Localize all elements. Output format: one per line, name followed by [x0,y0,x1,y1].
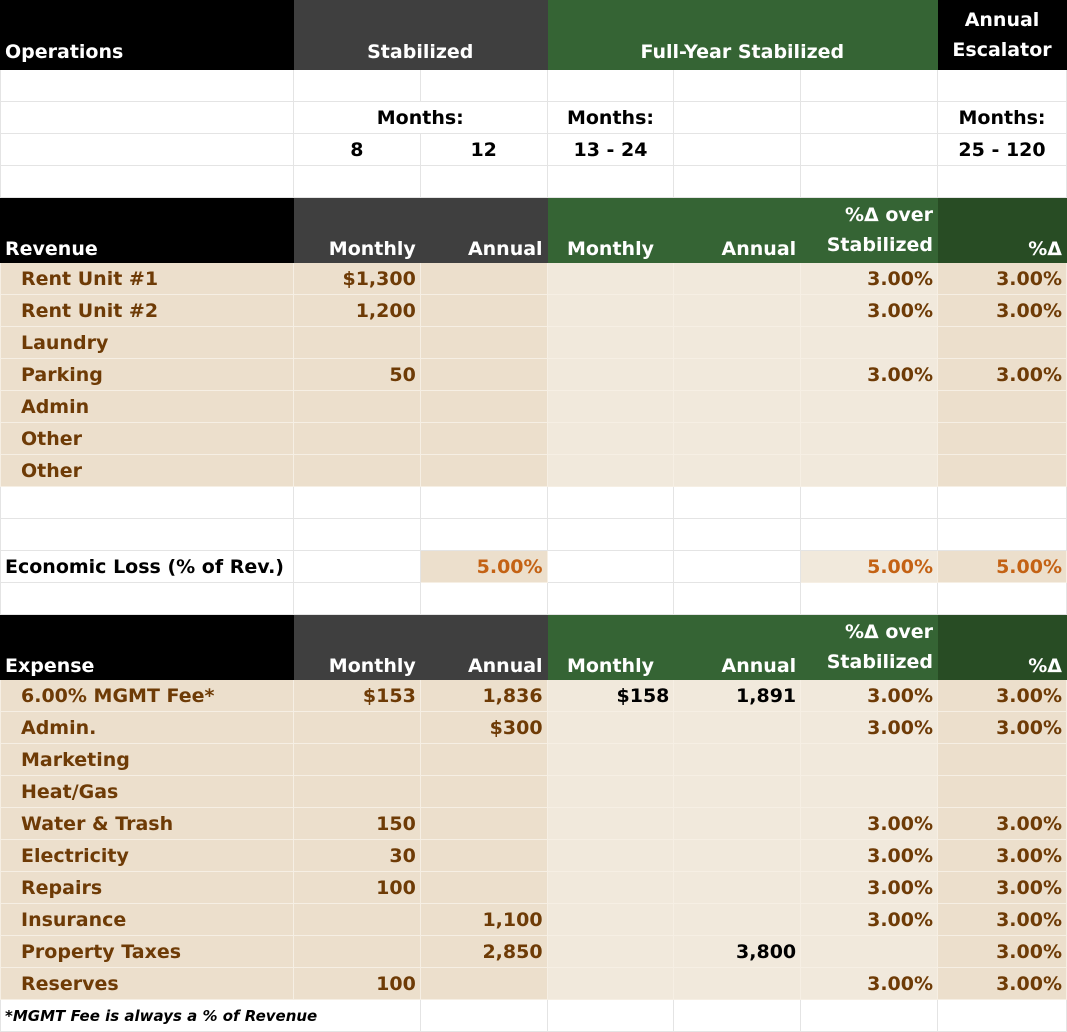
expense-stab-annual-cell[interactable]: $300 [420,712,547,744]
stabilized-month-start[interactable]: 8 [293,134,420,166]
revenue-stab-annual-cell[interactable] [420,295,547,327]
revenue-header-row [1,198,1067,263]
blank-row [1,487,1067,519]
revenue-stab-monthly-cell[interactable] [293,423,420,455]
revenue-row-label[interactable]: Admin [1,391,294,423]
expense-pct-cell[interactable]: 3.00% [938,840,1067,872]
expense-stab-monthly-cell[interactable] [293,744,420,776]
expense-row [1,968,1067,1000]
expense-row [1,744,1067,776]
revenue-fy-annual-cell[interactable] [674,263,801,295]
expense-pct-over-cell[interactable] [801,776,938,808]
revenue-pct-cell[interactable]: 3.00% [938,359,1067,391]
revenue-pct-over-cell[interactable] [801,455,938,487]
annual-escalator-header[interactable] [938,1,1067,70]
expense-row-label[interactable]: Electricity [1,840,294,872]
expense-pct-cell[interactable]: 3.00% [938,872,1067,904]
expense-stab-annual-cell[interactable] [420,776,547,808]
expense-fy-annual-cell[interactable]: 1,891 [674,680,801,712]
expense-fy-annual-header[interactable]: Annual [674,615,801,680]
revenue-pct-over-header[interactable] [801,198,938,263]
revenue-pct-over-cell[interactable] [801,423,938,455]
expense-pct-cell[interactable]: 3.00% [938,808,1067,840]
expense-row [1,712,1067,744]
stabilized-months-label[interactable]: Months: [293,102,547,134]
pct-over-line2: Stabilized [826,234,934,256]
revenue-row-label[interactable]: Other [1,423,294,455]
economic-loss-pct-over[interactable]: 5.00% [801,551,938,583]
revenue-stab-monthly-cell[interactable]: 1,200 [293,295,420,327]
expense-stab-annual-cell[interactable]: 2,850 [420,936,547,968]
expense-stab-monthly-cell[interactable] [293,936,420,968]
economic-loss-label[interactable]: Economic Loss (% of Rev.) [1,551,294,583]
blank-row [1,519,1067,551]
expense-fy-monthly-cell[interactable] [547,840,674,872]
expense-fy-annual-cell[interactable] [674,808,801,840]
revenue-pct-header[interactable]: %Δ [938,198,1067,263]
expense-stab-annual-cell[interactable] [420,744,547,776]
expense-stab-monthly-cell[interactable]: 30 [293,840,420,872]
revenue-stab-annual-cell[interactable] [420,423,547,455]
full-year-month-range[interactable]: 13 - 24 [547,134,674,166]
expense-stab-monthly-cell[interactable] [293,776,420,808]
pct-over-line1: %Δ over [844,204,934,226]
expense-pct-over-cell[interactable]: 3.00% [801,808,938,840]
expense-pct-cell[interactable] [938,744,1067,776]
revenue-stab-monthly-cell[interactable]: $1,300 [293,263,420,295]
expense-pct-over-cell[interactable] [801,936,938,968]
expense-row [1,936,1067,968]
revenue-fy-monthly-cell[interactable] [547,295,674,327]
revenue-fy-monthly-cell[interactable] [547,327,674,359]
revenue-fy-annual-cell[interactable] [674,295,801,327]
pct-over-line1: %Δ over [844,621,934,643]
revenue-row [1,359,1067,391]
expense-row-label[interactable]: Property Taxes [1,936,294,968]
stabilized-month-end[interactable]: 12 [420,134,547,166]
expense-fy-monthly-cell[interactable] [547,744,674,776]
revenue-row [1,327,1067,359]
expense-fy-monthly-cell[interactable] [547,776,674,808]
months-value-row [1,134,1067,166]
expense-pct-cell[interactable]: 3.00% [938,968,1067,1000]
blank-row [1,583,1067,615]
expense-row-label[interactable]: Reserves [1,968,294,1000]
expense-stab-monthly-cell[interactable]: 100 [293,872,420,904]
revenue-row [1,295,1067,327]
revenue-fy-annual-cell[interactable] [674,423,801,455]
expense-stab-monthly-cell[interactable] [293,904,420,936]
expense-pct-over-cell[interactable]: 3.00% [801,840,938,872]
expense-stab-monthly-header[interactable]: Monthly [293,615,420,680]
expense-pct-over-cell[interactable]: 3.00% [801,968,938,1000]
revenue-fy-annual-header[interactable]: Annual [674,198,801,263]
expense-row [1,904,1067,936]
expense-row [1,840,1067,872]
revenue-pct-cell[interactable] [938,455,1067,487]
stabilized-header[interactable]: Stabilized [293,1,547,70]
revenue-row-label[interactable]: Parking [1,359,294,391]
operations-title[interactable]: Operations [1,1,294,70]
expense-row-label[interactable]: Water & Trash [1,808,294,840]
revenue-pct-over-cell[interactable]: 3.00% [801,359,938,391]
expense-stab-annual-header[interactable]: Annual [420,615,547,680]
revenue-stab-annual-cell[interactable] [420,263,547,295]
expense-fy-monthly-cell[interactable] [547,968,674,1000]
revenue-stab-annual-cell[interactable] [420,391,547,423]
revenue-pct-cell[interactable] [938,327,1067,359]
revenue-stab-monthly-cell[interactable] [293,455,420,487]
revenue-pct-over-cell[interactable]: 3.00% [801,295,938,327]
expense-fy-monthly-cell[interactable] [547,936,674,968]
full-year-months-label[interactable]: Months: [547,102,674,134]
operations-header-row [1,1,1067,70]
expense-pct-over-cell[interactable]: 3.00% [801,872,938,904]
expense-stab-annual-cell[interactable] [420,968,547,1000]
revenue-row-label[interactable]: Rent Unit #2 [1,295,294,327]
expense-fy-annual-cell[interactable]: 3,800 [674,936,801,968]
revenue-pct-cell[interactable]: 3.00% [938,263,1067,295]
expense-row-label[interactable]: Heat/Gas [1,776,294,808]
revenue-fy-monthly-cell[interactable] [547,359,674,391]
expense-row-label[interactable]: Repairs [1,872,294,904]
expense-row-label[interactable]: 6.00% MGMT Fee* [1,680,294,712]
revenue-stab-annual-cell[interactable] [420,327,547,359]
revenue-row [1,391,1067,423]
blank-row [1,70,1067,102]
revenue-row-label[interactable]: Other [1,455,294,487]
annual-escalator-line1: Annual [964,9,1040,31]
expense-title[interactable]: Expense [1,615,294,680]
expense-pct-over-cell[interactable]: 3.00% [801,712,938,744]
pct-over-line2: Stabilized [826,651,934,673]
expense-pct-header[interactable]: %Δ [938,615,1067,680]
expense-pct-over-header[interactable] [801,615,938,680]
expense-row-label[interactable]: Insurance [1,904,294,936]
expense-pct-over-cell[interactable]: 3.00% [801,680,938,712]
expense-fy-annual-cell[interactable] [674,744,801,776]
escalator-month-range[interactable]: 25 - 120 [938,134,1067,166]
revenue-stab-monthly-header[interactable]: Monthly [293,198,420,263]
expense-stab-annual-cell[interactable] [420,872,547,904]
revenue-fy-annual-cell[interactable] [674,359,801,391]
revenue-pct-cell[interactable] [938,423,1067,455]
economic-loss-row [1,551,1067,583]
expense-rows [1,680,1067,1000]
revenue-stab-annual-header[interactable]: Annual [420,198,547,263]
economic-loss-stab-monthly[interactable] [293,551,420,583]
revenue-pct-cell[interactable] [938,391,1067,423]
expense-row [1,776,1067,808]
expense-pct-over-cell[interactable]: 3.00% [801,904,938,936]
expense-stab-annual-cell[interactable]: 1,836 [420,680,547,712]
expense-pct-cell[interactable] [938,776,1067,808]
revenue-fy-monthly-cell[interactable] [547,263,674,295]
expense-fy-annual-cell[interactable] [674,872,801,904]
revenue-stab-monthly-cell[interactable] [293,391,420,423]
revenue-pct-cell[interactable]: 3.00% [938,295,1067,327]
revenue-title[interactable]: Revenue [1,198,294,263]
expense-fy-monthly-cell[interactable] [547,808,674,840]
footnote-row [1,1000,1067,1032]
expense-fy-monthly-header[interactable]: Monthly [547,615,674,680]
revenue-fy-annual-cell[interactable] [674,455,801,487]
expense-row [1,808,1067,840]
revenue-stab-annual-cell[interactable] [420,359,547,391]
revenue-fy-monthly-cell[interactable] [547,423,674,455]
expense-fy-monthly-cell[interactable]: $158 [547,680,674,712]
economic-loss-pct[interactable]: 5.00% [938,551,1067,583]
revenue-fy-annual-cell[interactable] [674,327,801,359]
annual-escalator-line2: Escalator [952,39,1052,61]
expense-fy-monthly-cell[interactable] [547,904,674,936]
expense-stab-annual-cell[interactable]: 1,100 [420,904,547,936]
blank-row [1,166,1067,198]
revenue-fy-annual-cell[interactable] [674,391,801,423]
expense-fy-annual-cell[interactable] [674,776,801,808]
revenue-row [1,423,1067,455]
revenue-pct-over-cell[interactable] [801,327,938,359]
revenue-fy-monthly-cell[interactable] [547,455,674,487]
expense-row-label[interactable]: Marketing [1,744,294,776]
revenue-fy-monthly-header[interactable]: Monthly [547,198,674,263]
economic-loss-fy-monthly[interactable] [547,551,674,583]
revenue-stab-monthly-cell[interactable]: 50 [293,359,420,391]
revenue-row-label[interactable]: Rent Unit #1 [1,263,294,295]
expense-header-row [1,615,1067,680]
expense-fy-monthly-cell[interactable] [547,712,674,744]
expense-stab-monthly-cell[interactable]: 100 [293,968,420,1000]
footnote: *MGMT Fee is always a % of Revenue [1,1000,421,1032]
revenue-pct-over-cell[interactable] [801,391,938,423]
revenue-row [1,455,1067,487]
expense-fy-annual-cell[interactable] [674,968,801,1000]
escalator-months-label[interactable]: Months: [938,102,1067,134]
economic-loss-fy-annual[interactable] [674,551,801,583]
expense-row [1,680,1067,712]
expense-fy-annual-cell[interactable] [674,712,801,744]
expense-pct-cell[interactable]: 3.00% [938,680,1067,712]
expense-stab-annual-cell[interactable] [420,808,547,840]
expense-pct-cell[interactable]: 3.00% [938,904,1067,936]
revenue-row [1,263,1067,295]
months-label-row [1,102,1067,134]
expense-pct-cell[interactable]: 3.00% [938,936,1067,968]
expense-row-label[interactable]: Admin. [1,712,294,744]
expense-fy-annual-cell[interactable] [674,840,801,872]
expense-stab-monthly-cell[interactable] [293,712,420,744]
economic-loss-stab-annual[interactable]: 5.00% [420,551,547,583]
revenue-fy-monthly-cell[interactable] [547,391,674,423]
revenue-rows [1,263,1067,487]
expense-fy-annual-cell[interactable] [674,904,801,936]
expense-fy-monthly-cell[interactable] [547,872,674,904]
revenue-pct-over-cell[interactable]: 3.00% [801,263,938,295]
revenue-stab-monthly-cell[interactable] [293,327,420,359]
expense-stab-monthly-cell[interactable]: $153 [293,680,420,712]
expense-pct-cell[interactable]: 3.00% [938,712,1067,744]
expense-row [1,872,1067,904]
revenue-row-label[interactable]: Laundry [1,327,294,359]
full-year-stabilized-header[interactable]: Full-Year Stabilized [547,1,937,70]
expense-stab-annual-cell[interactable] [420,840,547,872]
expense-pct-over-cell[interactable] [801,744,938,776]
revenue-stab-annual-cell[interactable] [420,455,547,487]
expense-stab-monthly-cell[interactable]: 150 [293,808,420,840]
